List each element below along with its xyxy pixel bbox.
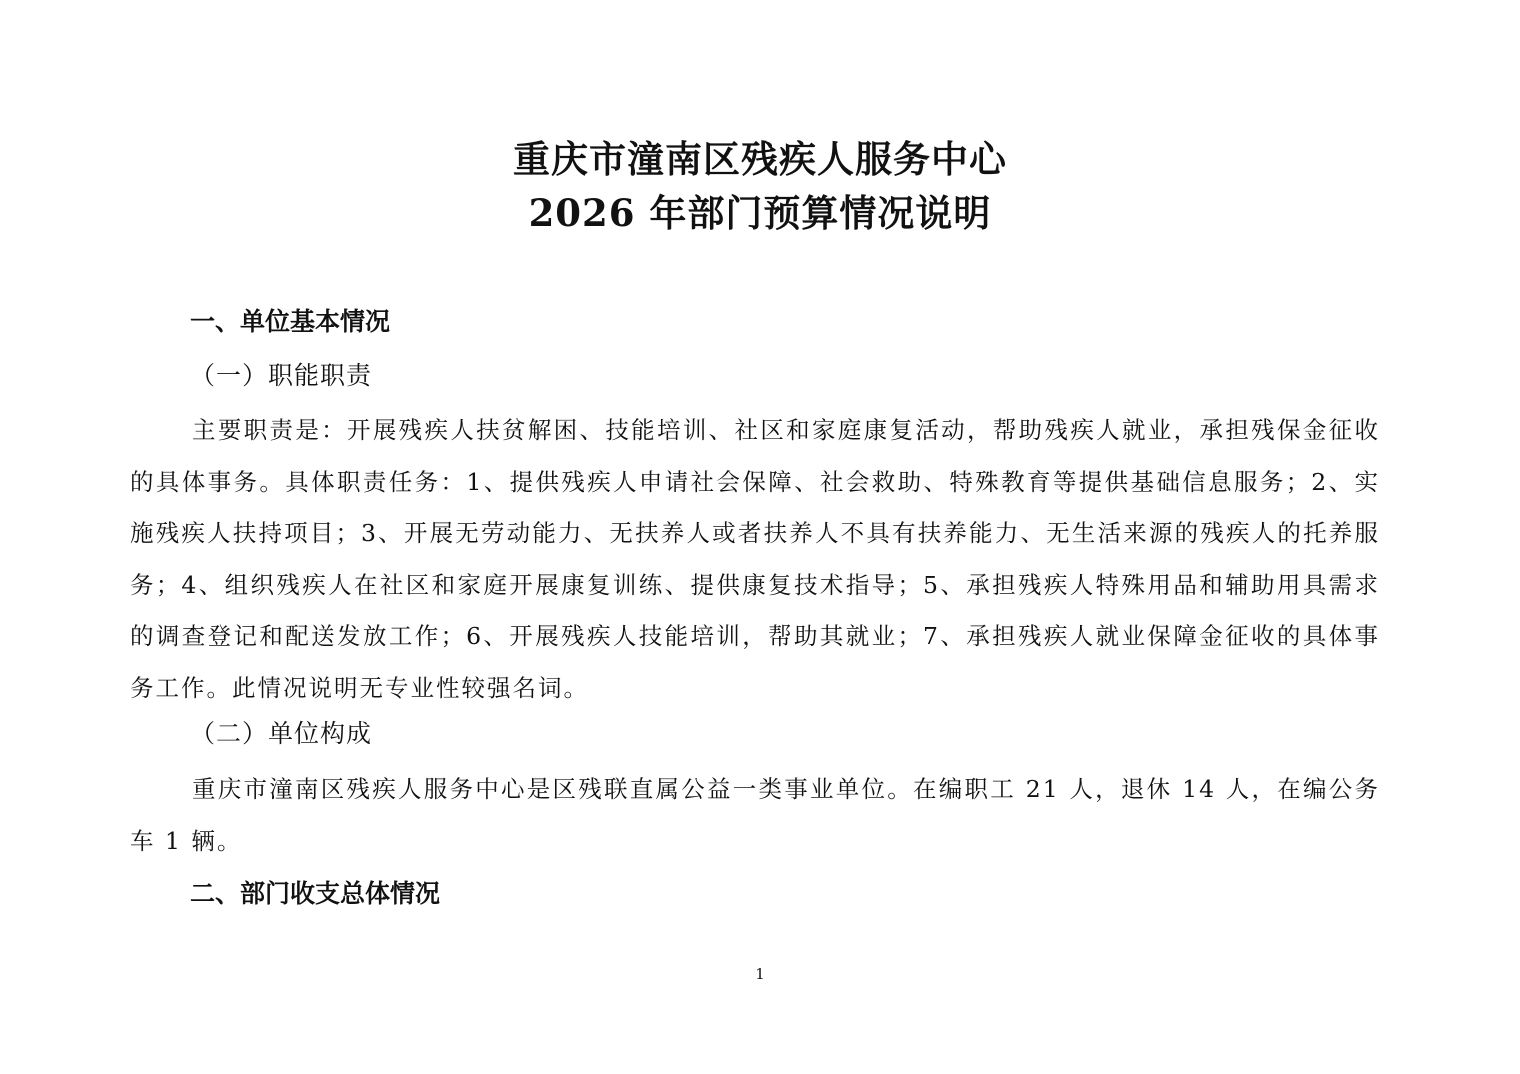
section1-heading: 一、单位基本情况 (190, 307, 391, 336)
section1-sub1-paragraph: 主要职责是：开展残疾人扶贫解困、技能培训、社区和家庭康复活动，帮助残疾人就业，承担残保金征收的具体事务。具体职责任务：1、提供残疾人申请社会保障、社会救助、特殊教育等提供基础信息服务；2、实施残疾人扶持项目；3、开展无劳动能力、无扶养人或者扶养人不具有扶养能力、无生活来源的残疾人的托养服务；4、组织残疾人在社区和家庭开展康复训练、提供康复技术指导；5、承担残疾人特殊用品和辅助用具需求的调查登记和配送发放工作；6、开展残疾人技能培训，帮助其就业；7、承担残疾人就业保障金征收的具体事务工作。此情况说明无专业性较强名词。 (130, 416, 1380, 702)
section1-sub1-heading: （一）职能职责 (190, 361, 373, 390)
section2-heading: 二、部门收支总体情况 (190, 879, 441, 908)
section1-sub2-paragraph: 重庆市潼南区残疾人服务中心是区残联直属公益一类事业单位。在编职工 21 人，退休 14 人，在编公务车 1 辆。 (130, 775, 1380, 855)
document-title-line2: 2026 年部门预算情况说明 (528, 191, 992, 235)
page-number: 1 (755, 965, 765, 983)
section1-sub2-heading: （二）单位构成 (190, 719, 373, 748)
document-title-line1: 重庆市潼南区残疾人服务中心 (513, 137, 1007, 181)
